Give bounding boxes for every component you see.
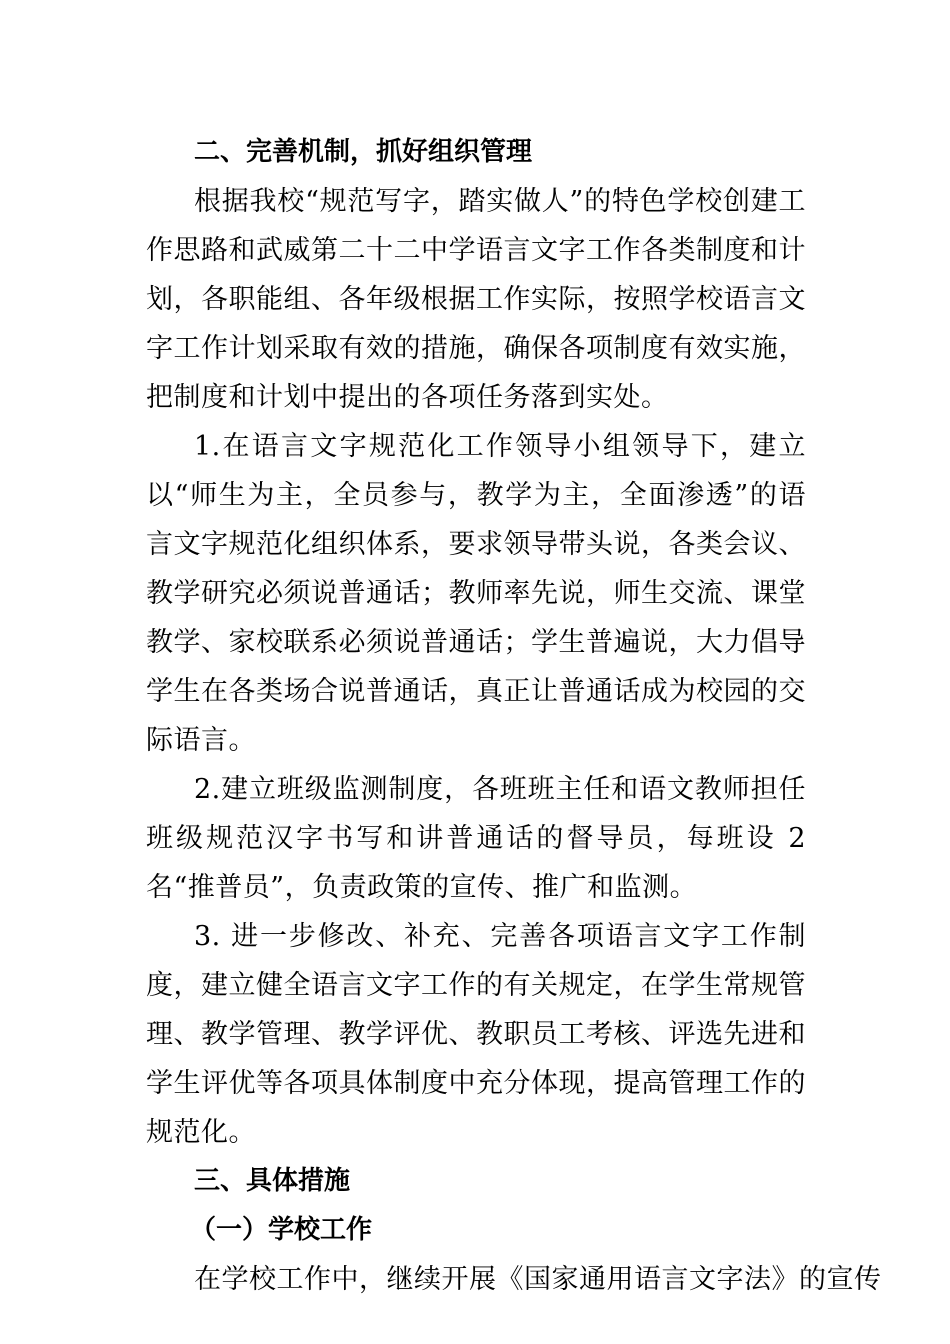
item-2-paragraph: 2.建立班级监测制度，各班班主任和语文教师担任班级规范汉字书写和讲普通话的督导员，每班设 2 名“推普员”，负责政策的宣传、推广和监测。 — [146, 774, 806, 903]
document-body — [146, 128, 882, 1304]
subsection-1-heading: （一）学校工作 — [190, 1215, 373, 1245]
item-1-paragraph: 1.在语言文字规范化工作领导小组领导下，建立以“师生为主，全员参与，教学为主，全面渗透”的语言文字规范化组织体系，要求领导带头说，各类会议、教学研究必须说普通话；教师率先说，师生交流、课堂教学、家校联系必须说普通话；学生普遍说，大力倡导学生在各类场合说普通话，真正让普通话成为校园的交际语言。 — [146, 431, 806, 756]
item-3-paragraph: 3. 进一步修改、补充、完善各项语言文字工作制度，建立健全语言文字工作的有关规定，在学生常规管理、教学管理、教学评优、教职员工考核、评选先进和学生评优等各项具体制度中充分体现，提高管理工作的规范化。 — [146, 921, 806, 1148]
section-3-heading: 三、具体措施 — [194, 1166, 351, 1196]
section-2-intro-paragraph: 根据我校“规范写字，踏实做人”的特色学校创建工作思路和武威第二十二中学语言文字工作各类制度和计划，各职能组、各年级根据工作实际，按照学校语言文字工作计划采取有效的措施，确保各项制度有效实施，把制度和计划中提出的各项任务落到实处。 — [146, 186, 806, 413]
subsection-1-paragraph: 在学校工作中，继续开展《国家通用语言文字法》的宣传 — [194, 1264, 882, 1295]
section-2-heading: 二、完善机制，抓好组织管理 — [194, 137, 533, 167]
